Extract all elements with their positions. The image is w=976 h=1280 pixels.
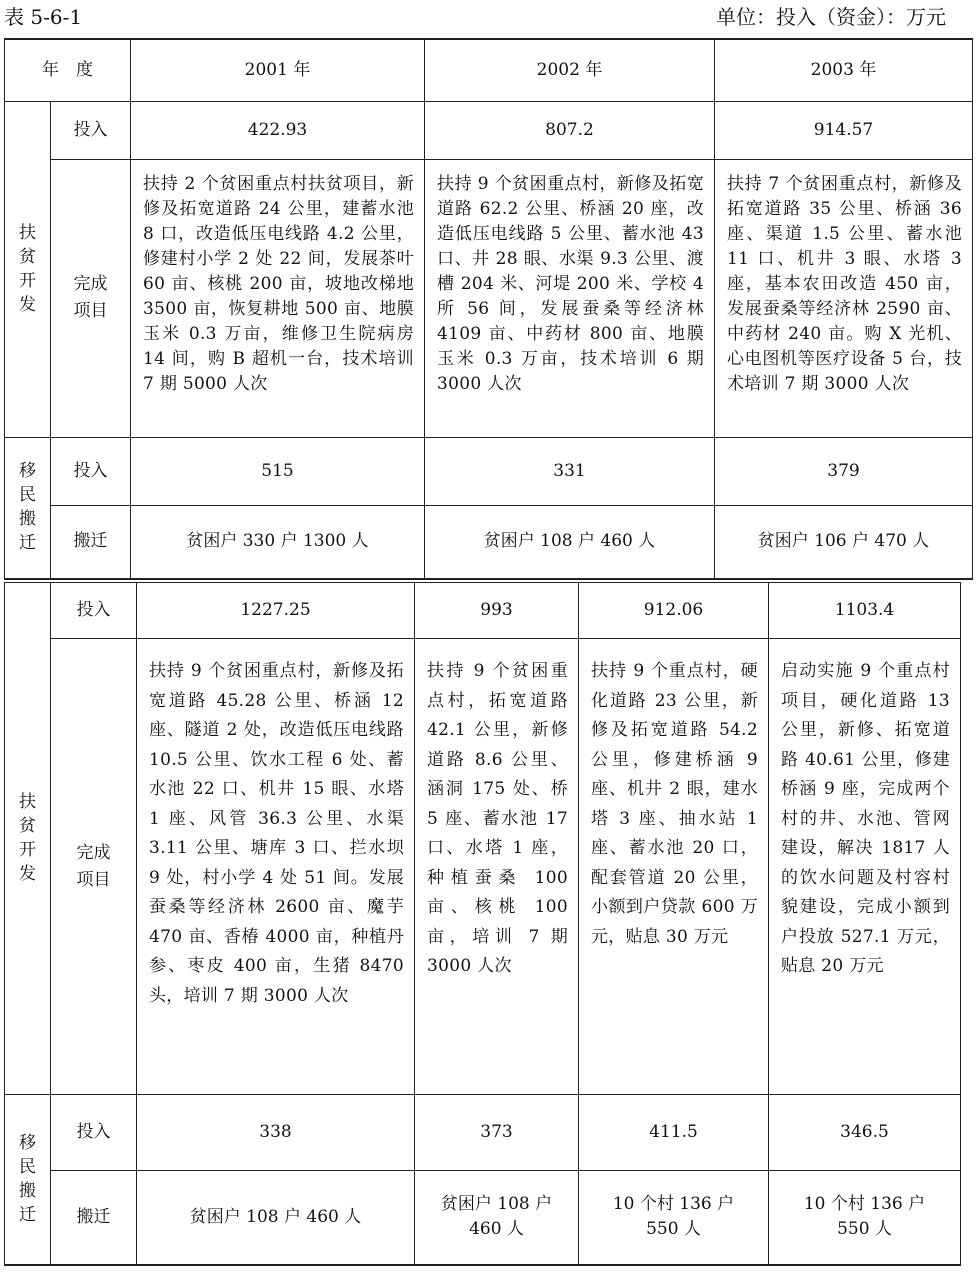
input-label: 投入 bbox=[51, 583, 137, 639]
unit-note: 单位：投入（资金）：万元 bbox=[716, 5, 946, 29]
move-value: 贫困户 108 户 460 人 bbox=[415, 1171, 579, 1265]
input-label: 投入 bbox=[51, 101, 131, 159]
input-value: 331 bbox=[425, 437, 715, 505]
table-2001-2003 bbox=[4, 38, 973, 580]
input-value: 515 bbox=[131, 437, 425, 505]
input-value: 1103.4 bbox=[769, 583, 961, 639]
project-text: 启动实施 9 个重点村项目，硬化道路 13 公里，新修、拓宽道路 40.61 公里，修建桥涵 9 座，完成两个村的井、水池、管网建设，解决 1817 人的饮水问题及村容村貌建设，完成小额到户投放 527.1 万元，贴息 20 万元 bbox=[769, 639, 961, 1095]
project-text: 扶持 9 个贫困重点村，新修及拓宽道路 62.2 公里、桥涵 20 座，改造低压电线路 5 公里、蓄水池 43 口、井 28 眼、水渠 9.3 公里、渡槽 204 米、河堤 200 米、学校 4 所 56 间，发展蚕桑等经济林 4109 亩、中药材 800 亩、地膜玉米 0.3 万亩，技术培训 6 期 3000 人次 bbox=[425, 159, 715, 437]
year-2002: 2002 年 bbox=[425, 39, 715, 101]
move-value: 贫困户 108 户 460 人 bbox=[425, 505, 715, 579]
input-value: 807.2 bbox=[425, 101, 715, 159]
project-text: 扶持 9 个贫困重点村，新修及拓宽道路 45.28 公里、桥涵 12 座、隧道 2 处，改造低压电线路 10.5 公里、饮水工程 6 处、蓄水池 22 口、机井 15 眼、水塔 1 座、风管 36.3 公里、水渠 3.11 公里、塘库 3 口、拦水坝 9 处，村小学 4 处 51 间。发展蚕桑等经济林 2600 亩、魔芋 470 亩、香椿 4000 亩，种植丹参、枣皮 400 亩，生猪 8470 头，培训 7 期 3000 人次 bbox=[137, 639, 415, 1095]
project-text: 扶持 7 个贫困重点村，新修及拓宽道路 35 公里、桥涵 36 座、渠道 1.5 公里、蓄水池 11 口、机井 3 眼、水塔 3 座，基本农田改造 450 亩，发展蚕桑等经济林 2590 亩、中药材 240 亩。购 X 光机、心电图机等医疗设备 5 台，技术培训 7 期 3000 人次 bbox=[715, 159, 973, 437]
move-value: 10 个村 136 户 550 人 bbox=[769, 1171, 961, 1265]
input-value: 346.5 bbox=[769, 1095, 961, 1171]
year-2003: 2003 年 bbox=[715, 39, 973, 101]
yimin-label: 移民搬迁 bbox=[5, 437, 51, 579]
move-value: 贫困户 106 户 470 人 bbox=[715, 505, 973, 579]
yimin-label: 移民搬迁 bbox=[5, 1095, 51, 1265]
input-value: 912.06 bbox=[579, 583, 769, 639]
project-text: 扶持 9 个贫困重点村，拓宽道路 42.1 公里，新修道路 8.6 公里、涵洞 175 处、桥 5 座、蓄水池 17 口、水塔 1 座，种植蚕桑 100 亩、核桃 100 亩，培训 7 期 3000 人次 bbox=[415, 639, 579, 1095]
move-value: 10 个村 136 户 550 人 bbox=[579, 1171, 769, 1265]
input-value: 411.5 bbox=[579, 1095, 769, 1171]
fupin-label: 扶贫开发 bbox=[5, 583, 51, 1095]
project-text: 扶持 9 个重点村，硬化道路 23 公里，新修及拓宽道路 54.2 公里，修建桥涵 9 座、机井 2 眼，建水塔 3 座、抽水站 1 座、蓄水池 20 口，配套管道 20 公里，小额到户贷款 600 万元，贴息 30 万元 bbox=[579, 639, 769, 1095]
move-value: 贫困户 108 户 460 人 bbox=[137, 1171, 415, 1265]
year-header: 年 度 bbox=[5, 39, 131, 101]
project-label: 完成项目 bbox=[51, 159, 131, 437]
input-label: 投入 bbox=[51, 437, 131, 505]
year-2001: 2001 年 bbox=[131, 39, 425, 101]
move-value: 贫困户 330 户 1300 人 bbox=[131, 505, 425, 579]
input-value: 914.57 bbox=[715, 101, 973, 159]
project-text: 扶持 2 个贫困重点村扶贫项目，新修及拓宽道路 24 公里，建蓄水池 8 口，改造低压电线路 4.2 公里，修建村小学 2 处 22 间，发展茶叶 60 亩、核桃 200 亩，坡地改梯地 3500 亩，恢复耕地 500 亩、地膜玉米 0.3 万亩，维修卫生院病房 14 间，购 B 超机一台，技术培训 7 期 5000 人次 bbox=[131, 159, 425, 437]
input-value: 338 bbox=[137, 1095, 415, 1171]
input-value: 422.93 bbox=[131, 101, 425, 159]
input-value: 373 bbox=[415, 1095, 579, 1171]
input-value: 1227.25 bbox=[137, 583, 415, 639]
input-value: 993 bbox=[415, 583, 579, 639]
fupin-label: 扶贫开发 bbox=[5, 101, 51, 437]
move-label: 搬迁 bbox=[51, 505, 131, 579]
table-number: 表 5-6-1 bbox=[4, 5, 83, 29]
project-label: 完成项目 bbox=[51, 639, 137, 1095]
input-value: 379 bbox=[715, 437, 973, 505]
input-label: 投入 bbox=[51, 1095, 137, 1171]
move-label: 搬迁 bbox=[51, 1171, 137, 1265]
table-later-years bbox=[4, 582, 961, 1266]
